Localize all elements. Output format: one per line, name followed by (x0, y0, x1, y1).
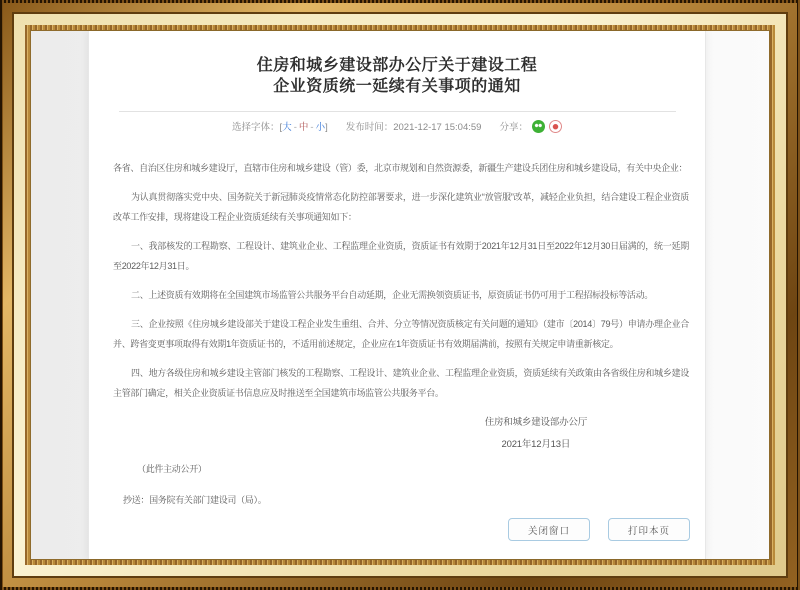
signature-block (485, 412, 587, 456)
salutation-paragraph: 各省、自治区住房和城乡建设厅，直辖市住房和城乡建设（管）委，北京市规划和自然资源委，新疆生产建设兵团住房和城乡建设局，有关中央企业： (113, 163, 688, 173)
item-2-paragraph: 二、上述资质有效期将在全国建筑市场监管公共服务平台自动延期，企业无需换领资质证书，原资质证书仍可用于工程招标投标等活动。 (131, 290, 654, 300)
font-size-medium-link[interactable]: 中 (298, 122, 309, 133)
share-label: 分享： (499, 122, 528, 133)
publish-time-value: 2021-12-17 15:04:59 (393, 122, 482, 133)
item-4-paragraph: 四、地方各级住房和城乡建设主管部门核发的工程勘察、工程设计、建筑业企业、工程监理企业资质，资质延续有关政策由各省级住房和城乡建设主管部门确定，相关企业资质证书信息应及时推送至全国建筑市场监管公共服务平台。 (113, 368, 689, 398)
close-window-button[interactable]: 关闭窗口 (508, 518, 590, 541)
button-row (89, 518, 705, 541)
print-page-button[interactable]: 打印本页 (608, 518, 690, 541)
page-title-line1: 住房和城乡建设部办公厅关于建设工程 (256, 57, 538, 74)
wechat-share-icon[interactable] (532, 120, 545, 133)
font-size-small-link[interactable]: 小 (315, 122, 326, 133)
font-size-separator: - (293, 122, 297, 133)
title-divider (119, 111, 676, 112)
page-title (103, 55, 691, 97)
notice-body (89, 158, 705, 403)
disclosure-note: （此件主动公开） (137, 464, 207, 474)
signature-organization: 住房和城乡建设部办公厅 (484, 417, 587, 428)
signature-date: 2021年12月13日 (501, 439, 571, 450)
bracket-close: ] (325, 122, 328, 133)
page-background (30, 30, 770, 560)
publish-time-label: 发布时间： (345, 122, 394, 133)
font-size-separator: - (310, 122, 314, 133)
item-3-paragraph: 三、企业按照《住房城乡建设部关于建设工程企业发生重组、合并、分立等情况资质核定有关问题的通知》（建市〔2014〕79号）申请办理企业合并、跨省变更事项取得有效期1年资质证书的，不适用前述规定，企业应在1年资质证书有效期届满前，按照有关规定申请重新核定。 (113, 319, 689, 349)
bracket-open: [ (279, 122, 283, 133)
document-page (88, 31, 706, 559)
page-title-line2: 企业资质统一延续有关事项的通知 (273, 78, 521, 95)
cc-line: 抄送：国务院有关部门建设司（局）。 (123, 495, 267, 505)
intro-paragraph: 为认真贯彻落实党中央、国务院关于新冠肺炎疫情常态化防控部署要求，进一步深化建筑业“放管服”改革，减轻企业负担，结合建设工程企业资质改革工作安排，现将建设工程企业资质延续有关事项通知如下： (113, 192, 689, 222)
item-1-paragraph: 一、我部核发的工程勘察、工程设计、建筑业企业、工程监理企业资质，资质证书有效期于2021年12月31日至2022年12月30日届满的，统一延期至2022年12月31日。 (113, 241, 689, 271)
font-size-label: 选择字体： (232, 122, 280, 133)
font-size-large-link[interactable]: 大 (282, 122, 292, 133)
weibo-share-icon[interactable] (549, 120, 562, 133)
meta-bar (89, 120, 705, 134)
